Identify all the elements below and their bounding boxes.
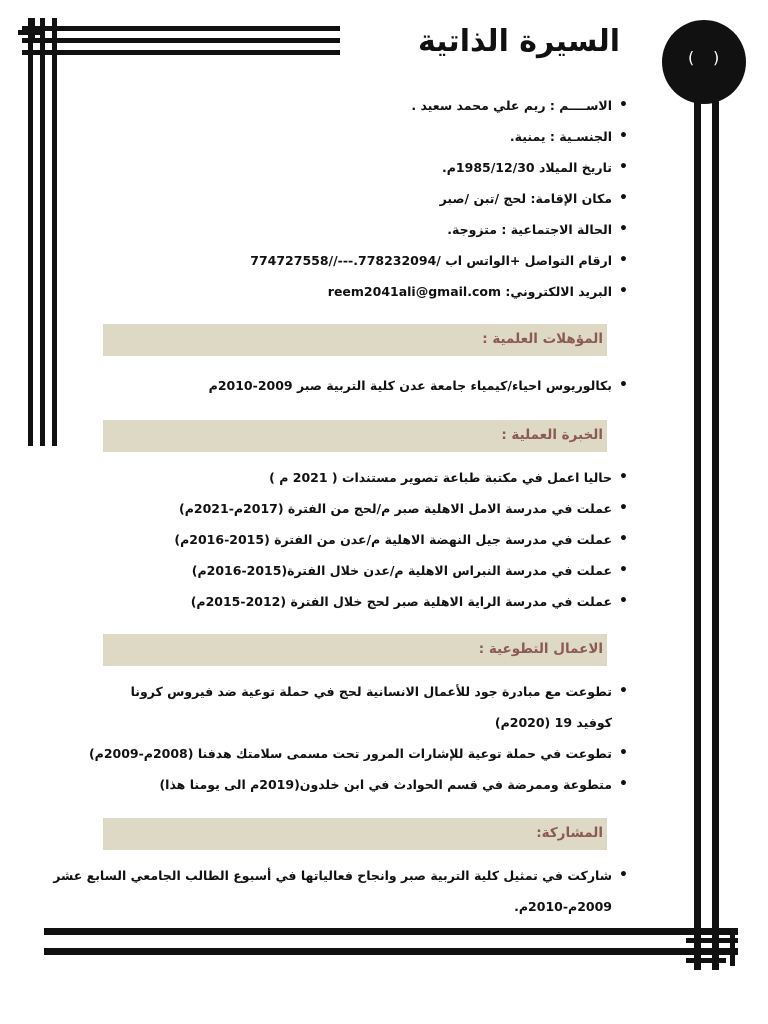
- list-item: • بكالوريوس احياء/كيمياء جامعة عدن كلية التربية صبر 2009-2010م: [112, 370, 632, 401]
- list-item: • متطوعة وممرضة في قسم الحوادث في ابن خلدون(2019م الى يومنا هذا): [112, 769, 632, 800]
- section-heading-experience: الخبرة العملية :: [103, 420, 607, 452]
- list-item-continuation: كوفيد 19 (2020م): [494, 715, 612, 730]
- photo-placeholder: ( ): [662, 20, 746, 104]
- list-item: • البريد الالكتروني: reem2041ali@gmail.com: [212, 276, 632, 307]
- page-title: السيرة الذاتية: [417, 24, 620, 59]
- volunteer-list: [88, 676, 632, 800]
- list-item: • عملت في مدرسة الامل الاهلية صبر م/لحج من الفترة (2017م-2021م): [112, 493, 632, 524]
- list-item: • مكان الإقامة: لحج /تبن /صبر: [212, 183, 632, 214]
- list-item: • حاليا اعمل في مكتبة طباعة تصوير مستندات ( 2021 م ): [112, 462, 632, 493]
- section-heading-participation: المشاركة:: [103, 818, 607, 850]
- qualifications-list: [112, 370, 632, 401]
- section-heading-qualifications: المؤهلات العلمية :: [103, 324, 607, 356]
- experience-list: [112, 462, 632, 617]
- list-item-continuation: 2009م-2010م.: [514, 899, 612, 914]
- list-item: • الجنسـية : يمنية.: [212, 121, 632, 152]
- list-item: • ارقام التواصل +الواتس اب /778232094.---//774727558: [212, 245, 632, 276]
- list-item: • عملت في مدرسة جيل النهضة الاهلية م/عدن من الفترة (2015-2016م): [112, 524, 632, 555]
- list-item: • الاســــم : ريم علي محمد سعيد .: [212, 90, 632, 121]
- list-item: • الحالة الاجتماعية : متزوجة.: [212, 214, 632, 245]
- list-item: • عملت في مدرسة الراية الاهلية صبر لحج خلال الفترة (2012-2015م): [112, 586, 632, 617]
- list-item: • تاريخ الميلاد 1985/12/30م.: [212, 152, 632, 183]
- list-item: • عملت في مدرسة النبراس الاهلية م/عدن خلال الفترة(2015-2016م): [112, 555, 632, 586]
- list-item: • شاركت في تمثيل كلية التربية صبر وانجاح فعالياتها في أسبوع الطالب الجامعي السابع عشر: [72, 860, 632, 891]
- section-heading-volunteer: الاعمال التطوعية :: [103, 634, 607, 666]
- participation-list: [53, 860, 632, 922]
- list-item: • تطوعت مع مبادرة جود للأعمال الانسانية لحج في حملة توعية ضد فيروس كرونا: [112, 676, 632, 707]
- personal-info-list: [212, 90, 632, 307]
- list-item: • تطوعت في حملة توعية للإشارات المرور تحت مسمى سلامتك هدفنا (2008م-2009م): [112, 738, 632, 769]
